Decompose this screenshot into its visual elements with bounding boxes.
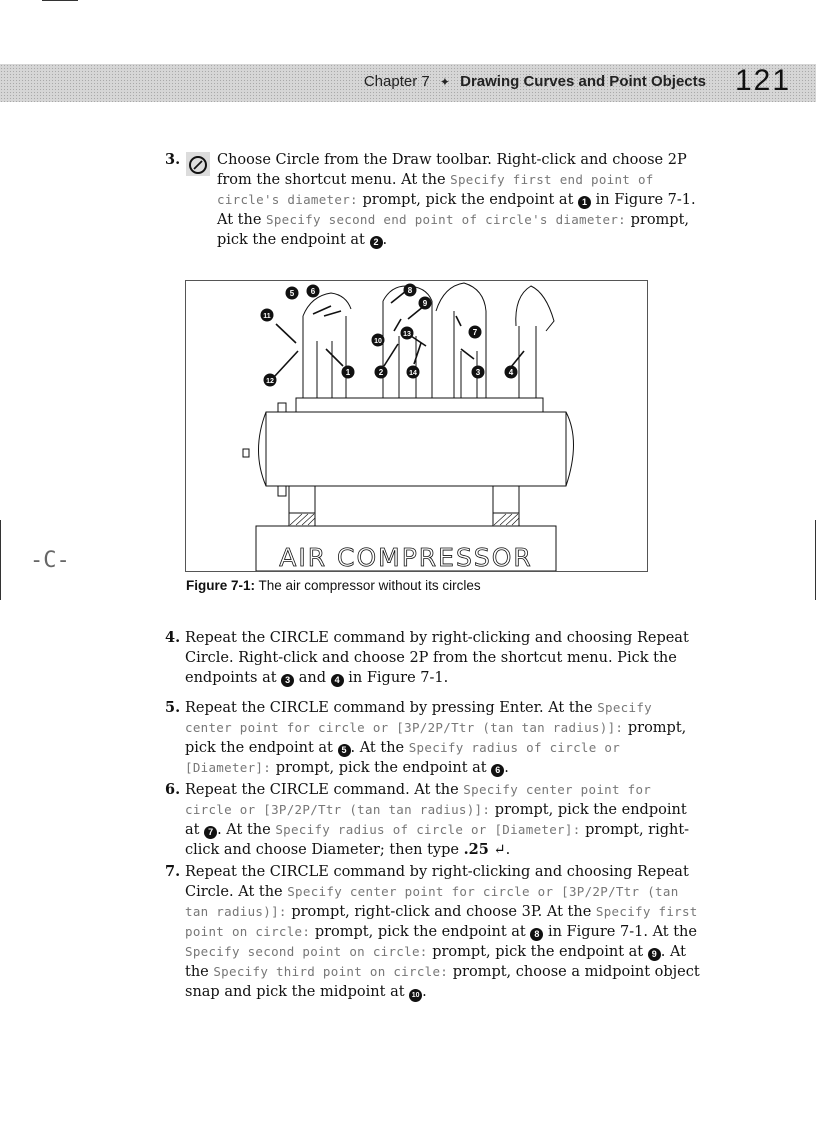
callout-marker: 7: [204, 826, 217, 839]
svg-text:14: 14: [409, 370, 417, 377]
callout-5: [286, 287, 299, 300]
page-number: 121: [735, 64, 792, 97]
circle-tool-icon: [186, 152, 210, 176]
typed-value: .25: [463, 841, 489, 858]
step-text: prompt, pick the endpoint at: [185, 720, 687, 756]
step-text: . At the: [217, 822, 276, 838]
callout-marker: 9: [648, 948, 661, 961]
callout-12: [264, 374, 277, 387]
caption-text: The air compressor without its circles: [258, 578, 481, 593]
step-text: and: [294, 670, 331, 686]
svg-text:11: 11: [263, 313, 271, 320]
step-text: ↵.: [488, 842, 511, 858]
step-text: .: [382, 232, 388, 248]
step-number: 3.: [165, 151, 181, 168]
callout-marker: 10: [409, 989, 422, 1002]
prompt-text: Specify second end point of circle's diameter:: [266, 212, 626, 227]
svg-text:9: 9: [422, 299, 428, 308]
callout-1: [342, 366, 355, 379]
step-text: prompt, pick the endpoint at: [427, 944, 648, 960]
chapter-title: Drawing Curves and Point Objects: [460, 73, 706, 90]
callout-9: [419, 297, 432, 310]
callout-marker: 8: [530, 928, 543, 941]
step-number: 4.: [165, 629, 181, 646]
step-text: in Figure 7-1.: [343, 670, 449, 686]
svg-text:10: 10: [374, 338, 382, 345]
svg-text:2: 2: [378, 368, 384, 377]
svg-text:3: 3: [475, 368, 481, 377]
step-number: 6.: [165, 781, 181, 798]
crop-mark: -C-: [30, 548, 70, 573]
callout-11: [261, 309, 274, 322]
step-text: prompt, right-click and choose 3P. At the: [286, 904, 596, 920]
callout-marker: 1: [578, 196, 591, 209]
step-text: Choose Circle from the Draw toolbar. Right-click and choose 2P from the shortcut menu. At the: [217, 152, 687, 188]
step-text: prompt, choose a midpoint object snap and pick the midpoint at: [185, 964, 700, 1000]
callout-13: [401, 327, 414, 340]
prompt-text: Specify radius of circle or [Diameter]:: [185, 740, 621, 775]
callout-marker: 2: [370, 236, 383, 249]
step-text: prompt, pick the endpoint at: [357, 192, 579, 208]
svg-text:13: 13: [403, 331, 411, 338]
callout-marker: 6: [491, 764, 504, 777]
svg-text:7: 7: [472, 328, 478, 337]
step-text: prompt, right-click and choose Diameter; then type: [185, 822, 690, 858]
caption-label: Figure 7-1:: [186, 578, 256, 593]
diamond-icon: ✦: [439, 75, 450, 89]
prompt-text: Specify first end point of circle's diameter:: [217, 172, 654, 207]
callout-14: [407, 366, 420, 379]
step-text: in Figure 7-1. At the: [543, 924, 697, 940]
step-number: 7.: [165, 863, 181, 880]
svg-text:6: 6: [310, 287, 316, 296]
step-text: prompt, pick the endpoint at: [217, 212, 690, 248]
callout-2: [375, 366, 388, 379]
prompt-text: Specify second point on circle:: [185, 944, 428, 959]
left-margin-line: [0, 520, 1, 600]
svg-text:4: 4: [508, 368, 514, 377]
callout-6: [307, 285, 320, 298]
svg-text:12: 12: [266, 378, 274, 385]
figure-7-1: [185, 280, 648, 572]
step-7: [165, 862, 705, 1002]
banner-text: AIR COMPRESSOR: [279, 543, 533, 571]
prompt-text: Specify first point on circle:: [185, 904, 698, 939]
callout-8: [404, 284, 417, 297]
step-text: Repeat the CIRCLE command by right-clicking and choosing Repeat Circle. Right-click and choose 2P from the shortcut menu. Pick the endpoints at: [185, 630, 689, 686]
callout-3: [472, 366, 485, 379]
callout-marker: 5: [338, 744, 351, 757]
step-text: prompt, pick the endpoint at: [185, 802, 687, 838]
prompt-text: Specify third point on circle:: [213, 964, 449, 979]
prompt-text: Specify center point for circle or [3P/2P/Ttr (tan tan radius)]:: [185, 782, 652, 817]
prompt-text: Specify center point for circle or [3P/2P/Ttr (tan tan radius)]:: [185, 884, 679, 919]
step-text: .: [422, 984, 427, 1000]
callout-7: [469, 326, 482, 339]
step-text: Repeat the CIRCLE command. At the: [185, 782, 464, 798]
svg-text:5: 5: [289, 289, 295, 298]
top-rule: [42, 0, 78, 1]
callout-marker: 4: [331, 674, 344, 687]
step-number: 5.: [165, 699, 181, 716]
step-text: prompt, pick the endpoint at: [310, 924, 531, 940]
step-text: . At the: [185, 944, 687, 980]
prompt-text: Specify radius of circle or [Diameter]:: [275, 822, 581, 837]
callout-10: [372, 334, 385, 347]
chapter-label: Chapter 7: [363, 73, 430, 90]
callout-4: [505, 366, 518, 379]
air-compressor-drawing: [186, 281, 647, 571]
step-text: in Figure 7-1. At the: [217, 192, 696, 228]
svg-text:8: 8: [407, 286, 413, 295]
step-text: . At the: [350, 740, 409, 756]
running-header: [364, 73, 706, 90]
step-6: [165, 780, 705, 860]
figure-caption: [186, 578, 481, 593]
callout-marker: 3: [281, 674, 294, 687]
svg-text:1: 1: [345, 368, 351, 377]
prompt-text: Specify center point for circle or [3P/2P/Ttr (tan tan radius)]:: [185, 700, 652, 735]
step-5: [165, 698, 705, 778]
step-text: .: [504, 760, 509, 776]
step-text: prompt, pick the endpoint at: [271, 760, 492, 776]
figure-callouts: [261, 284, 518, 387]
step-4: [165, 628, 705, 688]
step-text: Repeat the CIRCLE command by pressing Enter. At the: [185, 700, 598, 716]
step-text: Repeat the CIRCLE command by right-clicking and choosing Repeat Circle. At the: [185, 864, 689, 900]
step-3: [165, 150, 705, 250]
